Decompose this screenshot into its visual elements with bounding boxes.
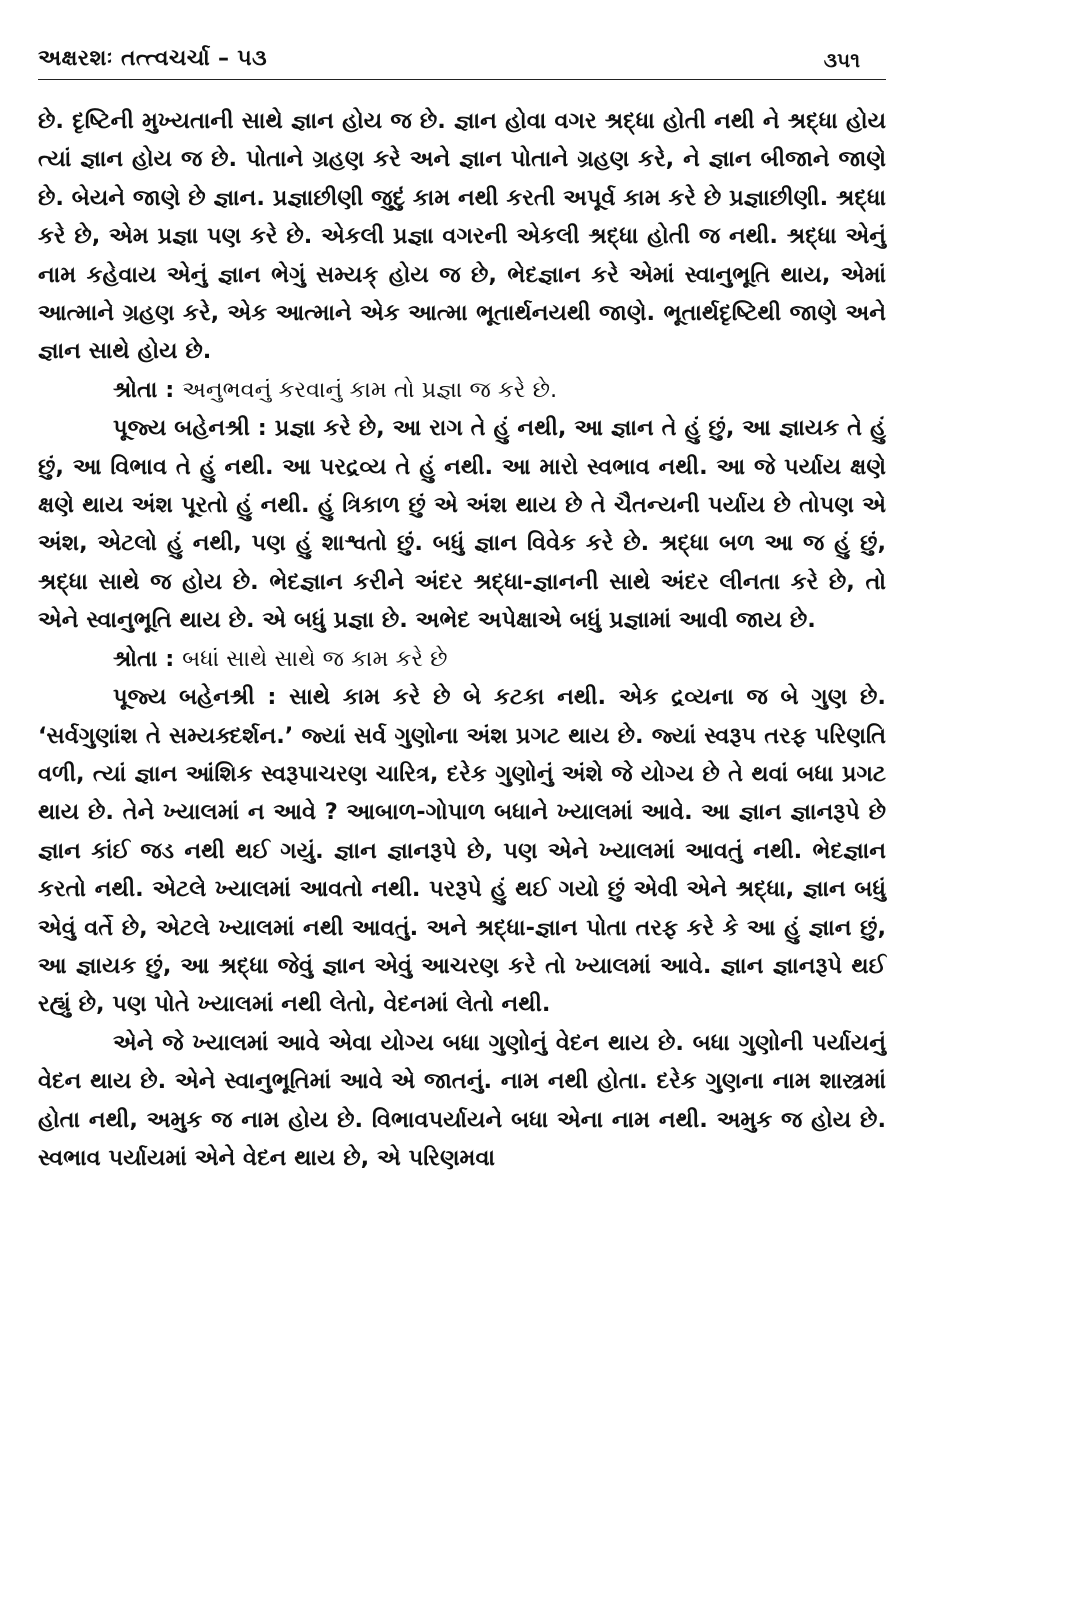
listener-question — [38, 371, 886, 409]
speaker-label: પૂજ્ય બહેનશ્રી : — [113, 415, 267, 442]
bahenshri-answer — [38, 409, 886, 639]
question-text: અનુભવનું કરવાનું કામ તો પ્રજ્ઞા જ કરે છે. — [182, 376, 558, 403]
header-divider — [38, 79, 886, 80]
answer-text: પ્રજ્ઞા કરે છે, આ રાગ તે હું નથી, આ જ્ઞાન તે હું છું, આ જ્ઞાયક તે હું છું, આ વિભાવ તે હું નથી. આ પરદ્રવ્ય તે હું નથી. આ મારો સ્વભાવ નથી. આ જે પર્યાય ક્ષણે ક્ષણે થાય અંશ પૂરતો હું નથી. હું ત્રિકાળ છું એ અંશ થાય છે તે ચૈતન્યની પર્યાય છે તોપણ એ અંશ, એટલો હું નથી, પણ હું શાશ્વતો છું. બધું જ્ઞાન વિવેક કરે છે. શ્રદ્ધા બળ આ જ હું છું, શ્રદ્ધા સાથે જ હોય છે. ભેદજ્ઞાન કરીને અંદર શ્રદ્ધા-જ્ઞાનની સાથે અંદર લીનતા કરે છે, તો એને સ્વાનુભૂતિ થાય છે. એ બધું પ્રજ્ઞા છે. અભેદ અપેક્ષાએ બધું પ્રજ્ઞામાં આવી જાય છે. — [38, 415, 886, 634]
page-number: ૩૫૧ — [823, 48, 860, 72]
speaker-label: શ્રોતા : — [113, 376, 175, 403]
paragraph-continuation — [38, 102, 886, 371]
paragraph-text: છે. દૃષ્ટિની મુખ્યતાની સાથે જ્ઞાન હોય જ છે. જ્ઞાન હોવા વગર શ્રદ્ધા હોતી નથી ને શ્રદ્ધા હોય ત્યાં જ્ઞાન હોય જ છે. પોતાને ગ્રહણ કરે અને જ્ઞાન પોતાને ગ્રહણ કરે, ને જ્ઞાન બીજાને જાણે છે. બેયને જાણે છે જ્ઞાન. પ્રજ્ઞાછીણી જુદું કામ નથી કરતી અપૂર્વ કામ કરે છે પ્રજ્ઞાછીણી. શ્રદ્ધા કરે છે, એમ પ્રજ્ઞા પણ કરે છે. એકલી પ્રજ્ઞા વગરની એકલી શ્રદ્ધા હોતી જ નથી. શ્રદ્ધા એનું નામ કહેવાય એનું જ્ઞાન ભેગું સમ્યક્ હોય જ છે, ભેદજ્ઞાન કરે એમાં સ્વાનુભૂતિ થાય, એમાં આત્માને ગ્રહણ કરે, એક આત્માને એક આત્મા ભૂતાર્થનયથી જાણે. ભૂતાર્થદૃષ્ટિથી જાણે અને જ્ઞાન સાથે હોય છે. — [38, 108, 886, 365]
page-body — [38, 102, 886, 1177]
page-header — [38, 46, 886, 86]
listener-question — [38, 640, 886, 678]
speaker-label: પૂજ્ય બહેનશ્રી : — [113, 684, 277, 711]
running-title: અક્ષરશઃ તત્ત્વચર્ચા – ૫૩ — [38, 46, 267, 71]
speaker-label: શ્રોતા : — [113, 645, 175, 672]
bahenshri-answer — [38, 678, 886, 1024]
answer-text: સાથે કામ કરે છે બે કટકા નથી. એક દ્રવ્યના જ બે ગુણ છે. ‘સર્વગુણાંશ તે સમ્યક્દર્શન.’ જ્યાં સર્વ ગુણોના અંશ પ્રગટ થાય છે. જ્યાં સ્વરૂપ તરફ પરિણતિ વળી, ત્યાં જ્ઞાન આંશિક સ્વરૂપાચરણ ચારિત્ર, દરેક ગુણોનું અંશે જે યોગ્ય છે તે થવાં બધા પ્રગટ થાય છે. તેને ખ્યાલમાં ન આવે ? આબાળ-ગોપાળ બધાને ખ્યાલમાં આવે. આ જ્ઞાન જ્ઞાનરૂપે છે જ્ઞાન કાંઈ જડ નથી થઈ ગયું. જ્ઞાન જ્ઞાનરૂપે છે, પણ એને ખ્યાલમાં આવતું નથી. ભેદજ્ઞાન કરતો નથી. એટલે ખ્યાલમાં આવતો નથી. પરરૂપે હું થઈ ગયો છું એવી એને શ્રદ્ધા, જ્ઞાન બધું એવું વર્તે છે, એટલે ખ્યાલમાં નથી આવતું. અને શ્રદ્ધા-જ્ઞાન પોતા તરફ કરે કે આ હું જ્ઞાન છું, આ જ્ઞાયક છું, આ શ્રદ્ધા જેવું જ્ઞાન એવું આચરણ કરે તો ખ્યાલમાં આવે. જ્ઞાન જ્ઞાનરૂપે થઈ રહ્યું છે, પણ પોતે ખ્યાલમાં નથી લેતો, વેદનમાં લેતો નથી. — [38, 684, 886, 1018]
paragraph-text: એને જે ખ્યાલમાં આવે એવા યોગ્ય બધા ગુણોનું વેદન થાય છે. બધા ગુણોની પર્યાયનું વેદન થાય છે. એને સ્વાનુભૂતિમાં આવે એ જાતનું. નામ નથી હોતા. દરેક ગુણના નામ શાસ્ત્રમાં હોતા નથી, અમુક જ નામ હોય છે. વિભાવપર્યાયને બધા એના નામ નથી. અમુક જ હોય છે. સ્વભાવ પર્યાયમાં એને વેદન થાય છે, એ પરિણમવા — [38, 1029, 886, 1171]
question-text: બધાં સાથે સાથે જ કામ કરે છે — [182, 645, 448, 672]
paragraph — [38, 1024, 886, 1178]
